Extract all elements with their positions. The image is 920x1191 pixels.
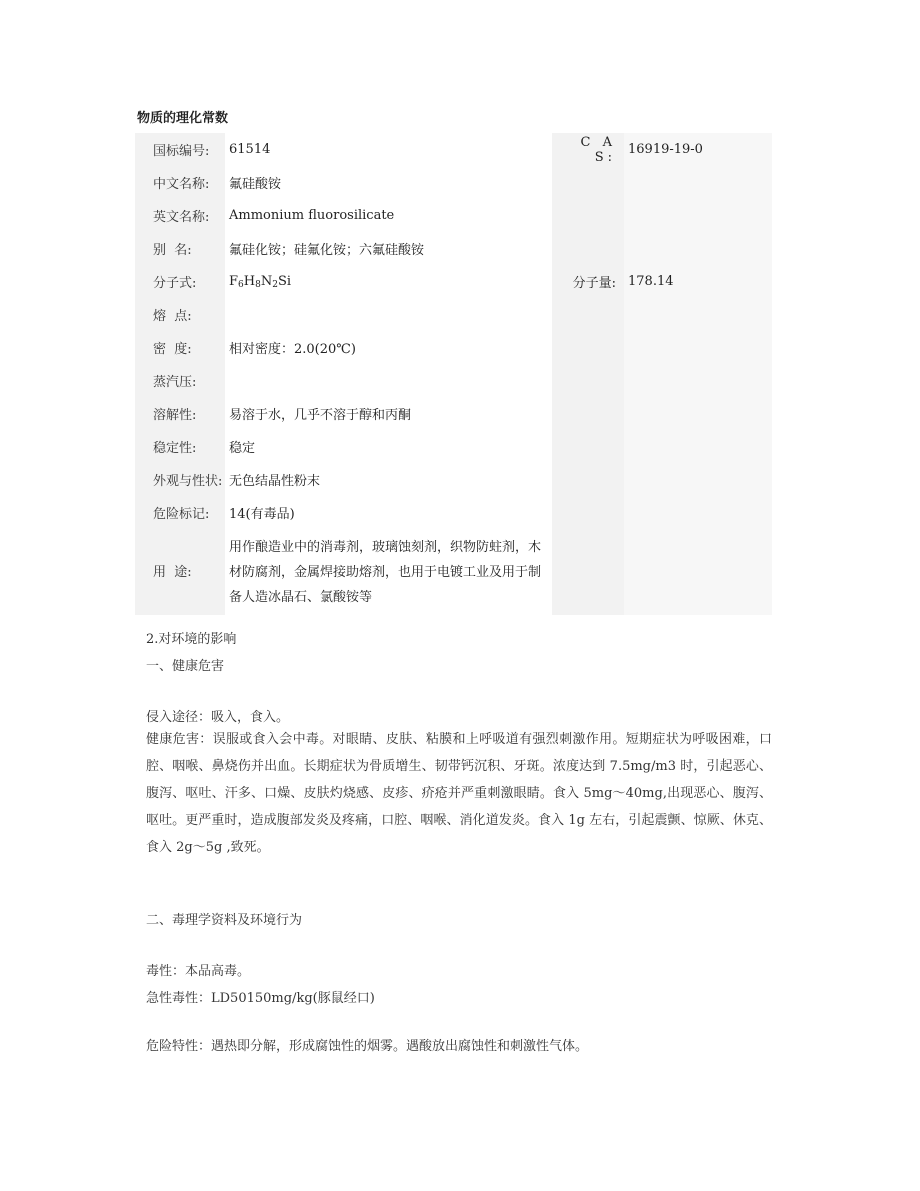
label-cell: 危险标记:	[135, 496, 225, 529]
table-row	[135, 397, 772, 430]
value-cell: 14(有毒品)	[225, 496, 552, 529]
table-row	[135, 364, 772, 397]
page-title: 物质的理化常数	[137, 111, 229, 126]
label-cell: 用 途:	[135, 529, 225, 615]
value-cell	[225, 364, 552, 397]
table-row	[135, 529, 772, 615]
subsection-toxicology: 二、毒理学资料及环境行为	[146, 913, 303, 928]
label-cell: 蒸汽压:	[135, 364, 225, 397]
label-cell: 密 度:	[135, 331, 225, 364]
value-cell: 氟硅化铵；硅氟化铵；六氟硅酸铵	[225, 232, 552, 265]
label-cell: 英文名称:	[135, 199, 225, 232]
value-cell: 61514	[225, 133, 552, 166]
section-heading: 2.对环境的影响	[146, 632, 237, 647]
value-cell: 氟硅酸铵	[225, 166, 552, 199]
table-row	[135, 298, 772, 331]
value-cell: 相对密度：2.0(20℃)	[225, 331, 552, 364]
table-row	[135, 430, 772, 463]
label-cell: 国标编号:	[135, 133, 225, 166]
table-row	[135, 463, 772, 496]
table-row	[135, 331, 772, 364]
table-row	[135, 496, 772, 529]
value-cell: 用作酿造业中的消毒剂，玻璃蚀刻剂，织物防蛀剂，木材防腐剂，金属焊接助熔剂，也用于电镀工业及用于制备人造冰晶石、氯酸铵等	[225, 529, 552, 615]
value-cell: 稳定	[225, 430, 552, 463]
value-cell: Ammonium fluorosilicate	[225, 199, 552, 232]
cas-label: C A S:	[552, 133, 624, 166]
mw-value: 178.14	[624, 265, 772, 298]
formula-cell: $F_6H_8N_2Si$	[225, 265, 552, 298]
toxicity-text: 毒性：本品高毒。	[146, 964, 251, 979]
value-cell: 易溶于水，几乎不溶于醇和丙酮	[225, 397, 552, 430]
table-row	[135, 166, 772, 199]
label-cell: 外观与性状:	[135, 463, 225, 496]
label-cell: 中文名称:	[135, 166, 225, 199]
value-cell: 无色结晶性粉末	[225, 463, 552, 496]
table-row	[135, 232, 772, 265]
properties-table	[135, 133, 772, 615]
hazard-text: 危险特性：遇热即分解，形成腐蚀性的烟雾。遇酸放出腐蚀性和刺激性气体。	[146, 1039, 589, 1054]
mw-label: 分子量:	[552, 265, 624, 298]
acute-toxicity-text: 急性毒性：LD50150mg/kg(豚鼠经口)	[146, 991, 375, 1006]
subsection-health: 一、健康危害	[146, 659, 225, 674]
label-cell: 溶解性:	[135, 397, 225, 430]
label-cell: 稳定性:	[135, 430, 225, 463]
cas-value: 16919-19-0	[624, 133, 772, 166]
entry-route: 侵入途径：吸入，食入。	[146, 710, 290, 725]
value-cell	[225, 298, 552, 331]
table-row	[135, 265, 772, 298]
table-row	[135, 199, 772, 232]
label-cell: 分子式:	[135, 265, 225, 298]
label-cell: 熔 点:	[135, 298, 225, 331]
table-row	[135, 133, 772, 166]
label-cell: 别 名:	[135, 232, 225, 265]
health-hazard-paragraph: 健康危害：误服或食入会中毒。对眼睛、皮肤、粘膜和上呼吸道有强烈刺激作用。短期症状为呼吸困难，口腔、咽喉、鼻烧伤并出血。长期症状为骨质增生、韧带钙沉积、牙斑。浓度达到 7.5mg/m3 时，引起恶心、腹泻、呕吐、汗多、口燥、皮肤灼烧感、皮疹、疥疮并严重刺激眼睛。食入 5mg～40mg,出现恶心、腹泻、呕吐。更严重时，造成腹部发炎及疼痛，口腔、咽喉、消化道发炎。食入 1g 左右，引起震颤、惊厥、休克、食入 2g～5g ,致死。	[146, 732, 772, 855]
